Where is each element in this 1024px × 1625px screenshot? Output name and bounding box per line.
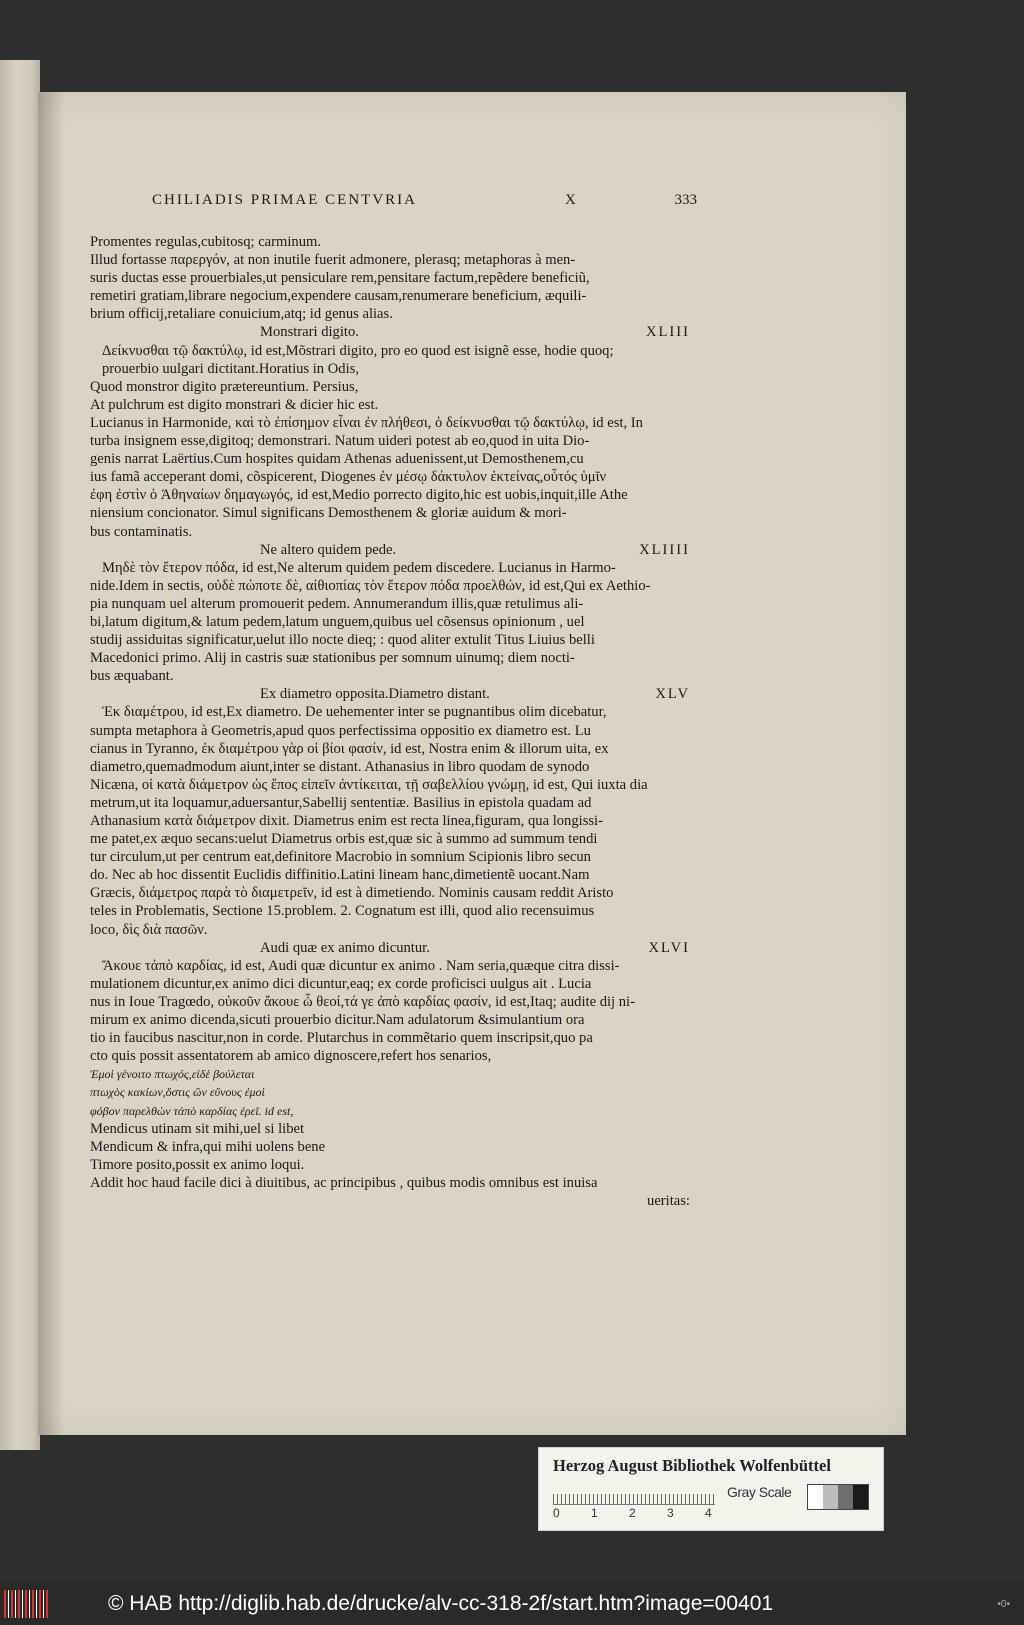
text-line: ius famã acceperant domi, cõspicerent, Diogenes ἐν μέσῳ δάκτυλον ἐκτείνας,οὗτός ὑμῖν [90, 469, 607, 486]
text-line: suris ductas esse prouerbiales,ut pensiculare rem,pensitare factum,repẽdere beneficiũ, [90, 270, 590, 287]
scale-label: 3 [667, 1506, 674, 1520]
section-heading [90, 939, 690, 957]
text-line: Lucianus in Harmonide, καὶ τὸ ἐπίσημον εἶναι ἐν πλήθεσι, ὁ δείκνυσθαι τῷ δακτύλῳ, id est, In [90, 414, 643, 431]
gray-swatch [808, 1485, 823, 1509]
text-line: Ἐκ διαμέτρου, id est,Ex diametro. De uehementer inter se pugnantibus olim dicebatur, [102, 704, 607, 721]
text-line: turba insignem esse,digitoq; demonstrari. Natum uideri potest ab eo,quod in uita Dio- [90, 433, 590, 450]
text-line: diametro,quemadmodum aiunt,inter se distant. Athanasius in libro quodam de synodo [90, 758, 590, 775]
heading-number: XLIIII [639, 541, 690, 558]
text-line: Macedonici primo. Alij in castris suæ stationibus per somnum uinumq; diem nocti- [90, 650, 575, 667]
source-url[interactable]: © HAB http://diglib.hab.de/drucke/alv-cc-318-2f/start.htm?image=00401 [108, 1592, 774, 1615]
scale-label: 4 [705, 1506, 712, 1520]
text-line: prouerbio uulgari dictitant.Horatius in Odis, [102, 360, 359, 377]
text-line: pia nunquam uel alterum promouerit pedem. Annumerandum illis,quæ retulimus ali- [90, 595, 584, 612]
text-line: brium officij,retaliare conuicium,atq; id genus alias. [90, 306, 393, 323]
text-line: do. Nec ab hoc dissentit Euclidis diffinitio.Latini lineam hanc,dimetientẽ uocant.Nam [90, 867, 590, 884]
adjacent-page-edge [0, 60, 40, 1450]
text-line: loco, δὶς διὰ πασῶν. [90, 921, 208, 938]
heading-number: XLVI [648, 939, 690, 956]
footer-marker: •0• [997, 1599, 1010, 1610]
gray-swatch [853, 1485, 868, 1509]
text-line: Ἄκουε τἀπὸ καρδίας, id est, Audi quæ dicuntur ex animo . Nam seria,quæque citra dissi- [102, 957, 620, 974]
greek-verse-line: πτωχὸς κακίων,ὅστις ὢν εὔνους ἐμοὶ [90, 1085, 265, 1100]
scale-labels [553, 1506, 723, 1522]
scale-ruler [553, 1484, 715, 1505]
gray-swatch [823, 1485, 838, 1509]
text-line: mulationem dicuntur,ex animo dici dicuntur,eaq; ex corde proficisci uulgus ait . Lucia [90, 975, 592, 992]
text-line: genis narrat Laërtius.Cum hospites quidam Athenas aduenissent,ut Demosthenem,cu [90, 451, 584, 468]
text-line: bus contaminatis. [90, 523, 193, 540]
centuria-number: X [565, 192, 578, 208]
text-line: Mendicum & infra,qui mihi uolens bene [90, 1138, 326, 1155]
text-line: nide.Idem in sectis, οὐδὲ πώποτε δὲ, αἰθιοπίας τὸν ἕτερον πόδα προελθών, id est,Qui ex Aethio- [90, 577, 651, 594]
text-line: tur circulum,ut per centrum eat,definitore Macrobio in somnium Scipionis libro secun [90, 849, 591, 866]
gray-swatch [838, 1485, 853, 1509]
section-heading [90, 685, 690, 703]
text-line: Græcis, διάμετρος παρὰ τὸ διαμετρεῖν, id est à dimetiendo. Nominis causam reddit Aristo [90, 885, 614, 902]
text-line: ἐφη ἐστὶν ὁ Ἀθηναίων δημαγωγός, id est,Medio porrecto digito,hic est uobis,inquit,ille Athe [90, 487, 628, 504]
heading-title: Ne altero quidem pede. [260, 541, 397, 558]
heading-number: XLIII [645, 324, 690, 341]
main-text [90, 233, 690, 1210]
text-line: nus in Ioue Tragœdo, οὐκοῦν ἄκουε ὦ θεοί,τά γε ἀπὸ καρδίας φασίν, id est,Itaq; audite dij ni- [90, 993, 635, 1010]
text-line: Timore posito,possit ex animo loqui. [90, 1156, 305, 1173]
text-line: me patet,ex æquo secans:uelut Diametrus orbis est,quæ sic à summo ad summum tendi [90, 831, 598, 848]
text-line: cianus in Tyranno, ἐκ διαμέτρου γὰρ οἱ βίοι φασίν, id est, Nostra enim & illorum uita, ex [90, 740, 609, 757]
text-line: bi,latum digitum,& latum pedem,latum unguem,quibus uel cõsensus opinionum , uel [90, 613, 585, 630]
running-header [152, 192, 697, 212]
text-line: Addit hoc haud facile dici à diuitibus, ac principibus , quibus modis omnibus est inuisa [90, 1174, 598, 1191]
text-line: mirum ex animo dicenda,sicuti prouerbio dicitur.Nam adulatorum &simulantium ora [90, 1012, 585, 1029]
text-line: bus æquabant. [90, 668, 174, 685]
gutter-shadow [38, 92, 64, 1435]
text-line: teles in Problematis, Sectione 15.problem. 2. Cognatum est illi, quod alio recensuimus [90, 903, 595, 920]
library-stamp [538, 1447, 884, 1531]
greek-verse-line: Ἐμοὶ γένοιτο πτωχός,εἰδὲ βούλεται [90, 1067, 255, 1082]
library-name: Herzog August Bibliothek Wolfenbüttel [553, 1456, 831, 1475]
scale-label: 0 [553, 1506, 560, 1520]
gray-scale-label: Gray Scale [727, 1484, 792, 1500]
greek-verse-line: φόβον παρελθὼν τἀπὸ καρδίας ἐρεῖ. id est, [90, 1103, 294, 1118]
text-line: sumpta metaphora à Geometris,apud quos perfectissima oppositio ex diametro est. Lu [90, 722, 591, 739]
text-line: Promentes regulas,cubitosq; carminum. [90, 234, 322, 250]
heading-title: Audi quæ ex animo dicuntur. [260, 939, 430, 956]
text-line: metrum,ut ita loquamur,aduersantur,Sabellij sententiæ. Basilius in epistola quadam ad [90, 794, 592, 811]
text-line: tio in faucibus nascitur,non in corde. Plutarchus in commẽtario quem inscripsit,quo pa [90, 1030, 593, 1047]
heading-number: XLV [655, 686, 690, 703]
heading-title: Monstrari digito. [260, 324, 359, 341]
text-line: niensium concionator. Simul significans Demosthenem & gloriæ auidum & mori- [90, 505, 567, 522]
section-heading [90, 541, 690, 559]
text-line: Mendicus utinam sit mihi,uel si libet [90, 1120, 305, 1137]
text-line: cto quis possit assentatorem ab amico dignoscere,refert hos senarios, [90, 1048, 492, 1065]
scale-label: 2 [629, 1506, 636, 1520]
text-line: At pulchrum est digito monstrari & dicier hic est. [90, 396, 379, 413]
text-line: Athanasium κατὰ διάμετρον dixit. Diametrus enim est recta linea,figuram, qua longissi- [90, 813, 603, 829]
gray-scale-bar [807, 1484, 869, 1510]
text-line: Quod monstror digito prætereuntium. Persius, [90, 378, 359, 395]
text-line: Nicæna, οἱ κατὰ διάμετρον ὡς ἔπος εἰπεῖν ἀντίκειται, τῇ σαβελλίου γνώμῃ, id est, Qui iuxta dia [90, 776, 648, 793]
text-line: ueritas: [647, 1192, 690, 1209]
scale-label: 1 [591, 1506, 598, 1520]
text-line: Δείκνυσθαι τῷ δακτύλῳ, id est,Mõstrari digito, pro eo quod est isignẽ esse, hodie quoq; [102, 342, 614, 359]
text-line: studij assiduitas significatur,uelut illo nocte dieq; : quod aliter extulit Titus Liuius belli [90, 632, 595, 649]
page-number: 333 [674, 192, 697, 208]
text-line: Μηδὲ τὸν ἕτερον πόδα, id est,Ne alterum quidem pedem discedere. Lucianus in Harmo- [102, 559, 616, 576]
running-title: CHILIADIS PRIMAE CENTVRIA [152, 192, 417, 208]
text-line: remetiri gratiam,librare negocium,expendere causam,renumerare beneficium, æquili- [90, 288, 587, 305]
viewer-footer [0, 1582, 1024, 1625]
heading-title: Ex diametro opposita.Diametro distant. [260, 686, 490, 703]
text-line: Illud fortasse παρεργόν, at non inutile fuerit admonere, plerasq; metaphoras à men- [90, 252, 576, 269]
section-heading [90, 323, 690, 341]
barcode-icon [4, 1590, 48, 1618]
